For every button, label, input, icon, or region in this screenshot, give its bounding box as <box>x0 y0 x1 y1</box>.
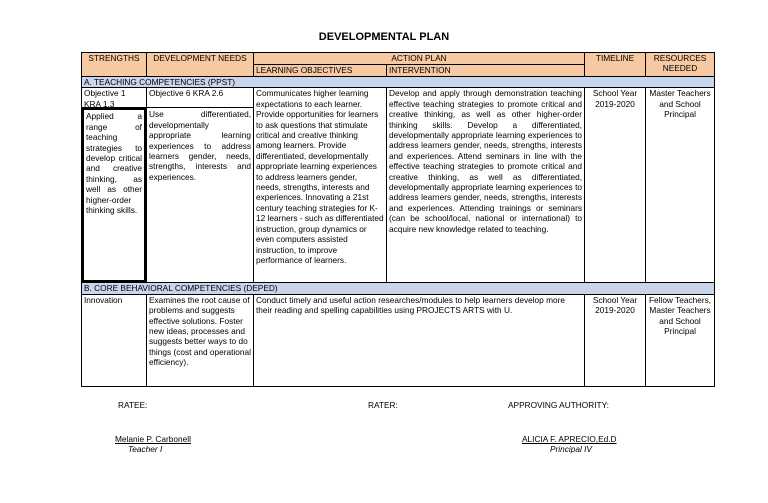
section-b-strength: Innovation <box>82 294 147 386</box>
strength-objective-title: Objective 1 KRA 1.3 <box>82 88 146 108</box>
section-a-label: A. TEACHING COMPETENCIES (PPST) <box>82 77 715 88</box>
section-b-action: Conduct timely and useful action researches/modules to help learners develop more their reading and spelling capabilities using PROJECTS ARTS with U. <box>254 294 585 386</box>
strengths-header: STRENGTHS <box>82 53 147 77</box>
section-b-label: B. CORE BEHAVIORAL COMPETENCIES (DEPED) <box>82 283 715 294</box>
strength-text: Applied a range of teaching strategies to develop critical and creative thinking, as well as other higher-order thinking skills. <box>82 108 146 282</box>
section-a-need <box>147 88 254 283</box>
section-a-timeline: School Year 2019-2020 <box>585 88 646 283</box>
section-b-need: Examines the root cause of problems and suggests effective solutions. Foster new ideas, processes and suggests better ways to do things (cost and operational efficiency). <box>147 294 254 386</box>
section-a-resources: Master Teachers and School Principal <box>646 88 715 283</box>
learning-objectives-header: LEARNING OBJECTIVES <box>254 65 387 77</box>
development-needs-header: DEVELOPMENT NEEDS <box>147 53 254 77</box>
developmental-plan-table <box>81 52 715 387</box>
rater-label: RATER: <box>368 400 398 410</box>
ratee-position: Teacher I <box>128 444 163 454</box>
approving-authority-label: APPROVING AUTHORITY: <box>508 400 609 410</box>
ratee-name: Melanie P. Carbonell <box>115 434 191 444</box>
section-a-strength <box>82 88 147 283</box>
action-plan-header: ACTION PLAN <box>254 53 585 65</box>
section-b-timeline: School Year 2019-2020 <box>585 294 646 386</box>
need-objective-title: Objective 6 KRA 2.6 <box>147 88 253 108</box>
need-text: Use differentiated, developmentally appropriate learning experiences to address learners gender, needs, strengths, interests and experiences. <box>149 109 251 182</box>
learning-objectives-cell: Communicates higher learning expectations to each learner. Provide opportunities for learners to ask questions that stimulate critical and creative thinking among learners. Provide differentiated, developmentally appropriate learning experiences to address learners gender, needs, strengths, interests and experiences. Innovating a 21st century teaching strategies for K-12 learners - such as differentiated instruction, group dynamics or even computers assisted instruction, to improve performance of learners. <box>254 88 387 283</box>
resources-header: RESOURCES NEEDED <box>646 53 715 77</box>
approver-name: ALICIA F. APRECIO,Ed.D <box>522 434 617 444</box>
section-b-resources: Fellow Teachers, Master Teachers and School Principal <box>646 294 715 386</box>
ratee-label: RATEE: <box>118 400 148 410</box>
page-title: DEVELOPMENTAL PLAN <box>318 31 450 43</box>
timeline-header: TIMELINE <box>585 53 646 77</box>
intervention-header: INTERVENTION <box>387 65 585 77</box>
intervention-cell: Develop and apply through demonstration teaching effective teaching strategies to promote critical and creative thinking, as well as other higher-order thinking skills. Develop a differentiated, developmentally appropriate learning experiences to address learners gender, needs, strengths, interests and experiences. Attend seminars in line with the effective teaching strategies to promote critical and creative thinking, as well as differentiated, developmentally appropriate learning experiences to address learners gender, needs, strengths, interests and experiences. Attending trainings or seminars (can be school/local, national or international) to acquire new knowledge related to teaching. <box>387 88 585 283</box>
approver-position: Principal IV <box>550 444 592 454</box>
